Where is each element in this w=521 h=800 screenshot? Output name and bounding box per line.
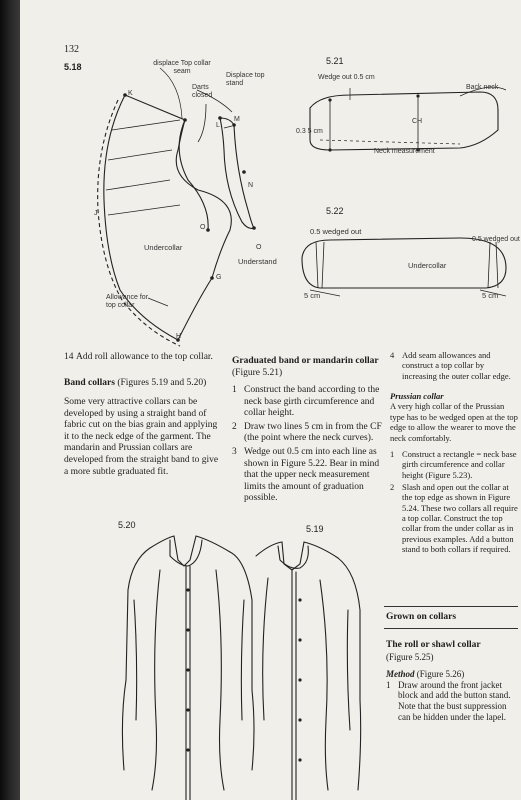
band-collars-paragraph: Some very attractive collars can be developed by using a straight band of fabric cut on the bias grain and applying it to the neck edge of the garment. The mandarin and Prussian collars are developed from the straight band to give a more subtle graduated fit. [64,397,219,477]
point-n: N [248,182,254,189]
item-text: Construct the band according to the neck base girth circumference and collar height. [244,385,380,419]
method-fig: (Figure 5.26) [416,668,465,679]
annotation-displace-stand: Displace top stand [226,72,265,88]
point-j: J [94,210,98,217]
fig-5-22-label: 5.22 [326,206,344,216]
annotation-right-cm: 5 cm [482,291,499,300]
annotation-undercollar: Undercollar [144,243,183,252]
item-text: Add roll allowance to the top collar. [76,352,213,362]
prussian-paragraph: A very high collar of the Prussian type has to be wedged open at the top edge to allow the wearer to move the neck comfortably. [390,401,518,443]
grown-on-heading: Grown on collars [386,612,457,622]
point-l: L [216,122,220,129]
roll-fig: (Figure 5.25) [386,651,434,662]
point-g: G [216,274,222,281]
prussian-heading: Prussian collar [390,391,444,402]
item-number: 1 [232,385,237,396]
item-number: 3 [232,447,237,458]
method-label: Method [386,668,415,679]
item-number: 2 [232,421,237,432]
item-number: 1 [386,679,391,690]
point-o2: O [256,244,262,251]
fig-5-21-label: 5.21 [326,56,344,66]
annotation-height: 0.3 5 cm [296,128,323,135]
item-number: 1 [390,448,395,459]
heading-rest: (Figure 5.21) [232,367,283,378]
item-number: 14 [64,352,74,362]
annotation-allowance: Allowance for top collar [106,294,149,310]
item-text: Wedge out 0.5 cm into each line as shown in Figure 5.22. Bear in mind that the upper neck measurement limits the amount of graduation possible. [244,447,380,504]
point-o: O [200,224,206,231]
item-number: 4 [390,350,395,360]
heading-bold: Graduated band or mandarin collar [232,356,379,366]
fig-5-19-5-20-sketch [20,0,521,800]
roll-heading: The roll or shawl collar [386,640,481,650]
annotation-undercollar-5-22: Undercollar [408,261,447,270]
annotation-neck-measurement: Neck measurement [374,148,435,155]
item-number: 2 [390,481,395,492]
annotation-darts-closed: Darts closed [192,84,213,100]
annotation-ch: CH [412,118,423,125]
book-page [20,0,521,800]
heading-rest: (Figures 5.19 and 5.20) [117,377,207,388]
annotation-understand: Understand [238,257,277,266]
item-text: Slash and open out the collar at the top edge as shown in Figure 5.24. These two collars all require a top collar. Construct the top collar from the under collar as in previous examples. Add a button stand to both collars if required. [402,481,518,555]
heading-bold: Band collars [64,377,115,388]
point-m: M [234,116,240,123]
page-number: 132 [64,44,79,55]
point-k: K [128,90,133,97]
annotation-back-neck: Back neck [466,84,499,91]
fig-5-18-label: 5.18 [64,62,82,72]
item-text: Add seam allowances and construct a top collar by increasing the outer collar edge. [402,350,511,381]
item-text: Draw two lines 5 cm in from the CF (the point where the neck curves). [244,421,382,444]
item-text: Construct a rectangle = neck base girth circumference and collar height (Figure 5.23). [402,448,517,480]
annotation-wedge-out: Wedge out 0.5 cm [318,74,375,81]
item-text: Draw around the front jacket block and add the button stand. Note that the bust suppression can be hidden under the lapel. [398,679,511,723]
annotation-wedged-out: 0.5 wedged out [310,227,362,236]
fig-5-19-label: 5.19 [306,524,324,534]
annotation-displace-seam: displace Top collar seam [153,60,211,76]
annotation-wedged-out-right: 0.5 wedged out [472,236,520,243]
book-spine [0,0,20,800]
point-h: H [176,333,182,340]
fig-5-20-label: 5.20 [118,520,136,530]
annotation-left-cm: 5 cm [304,291,321,300]
